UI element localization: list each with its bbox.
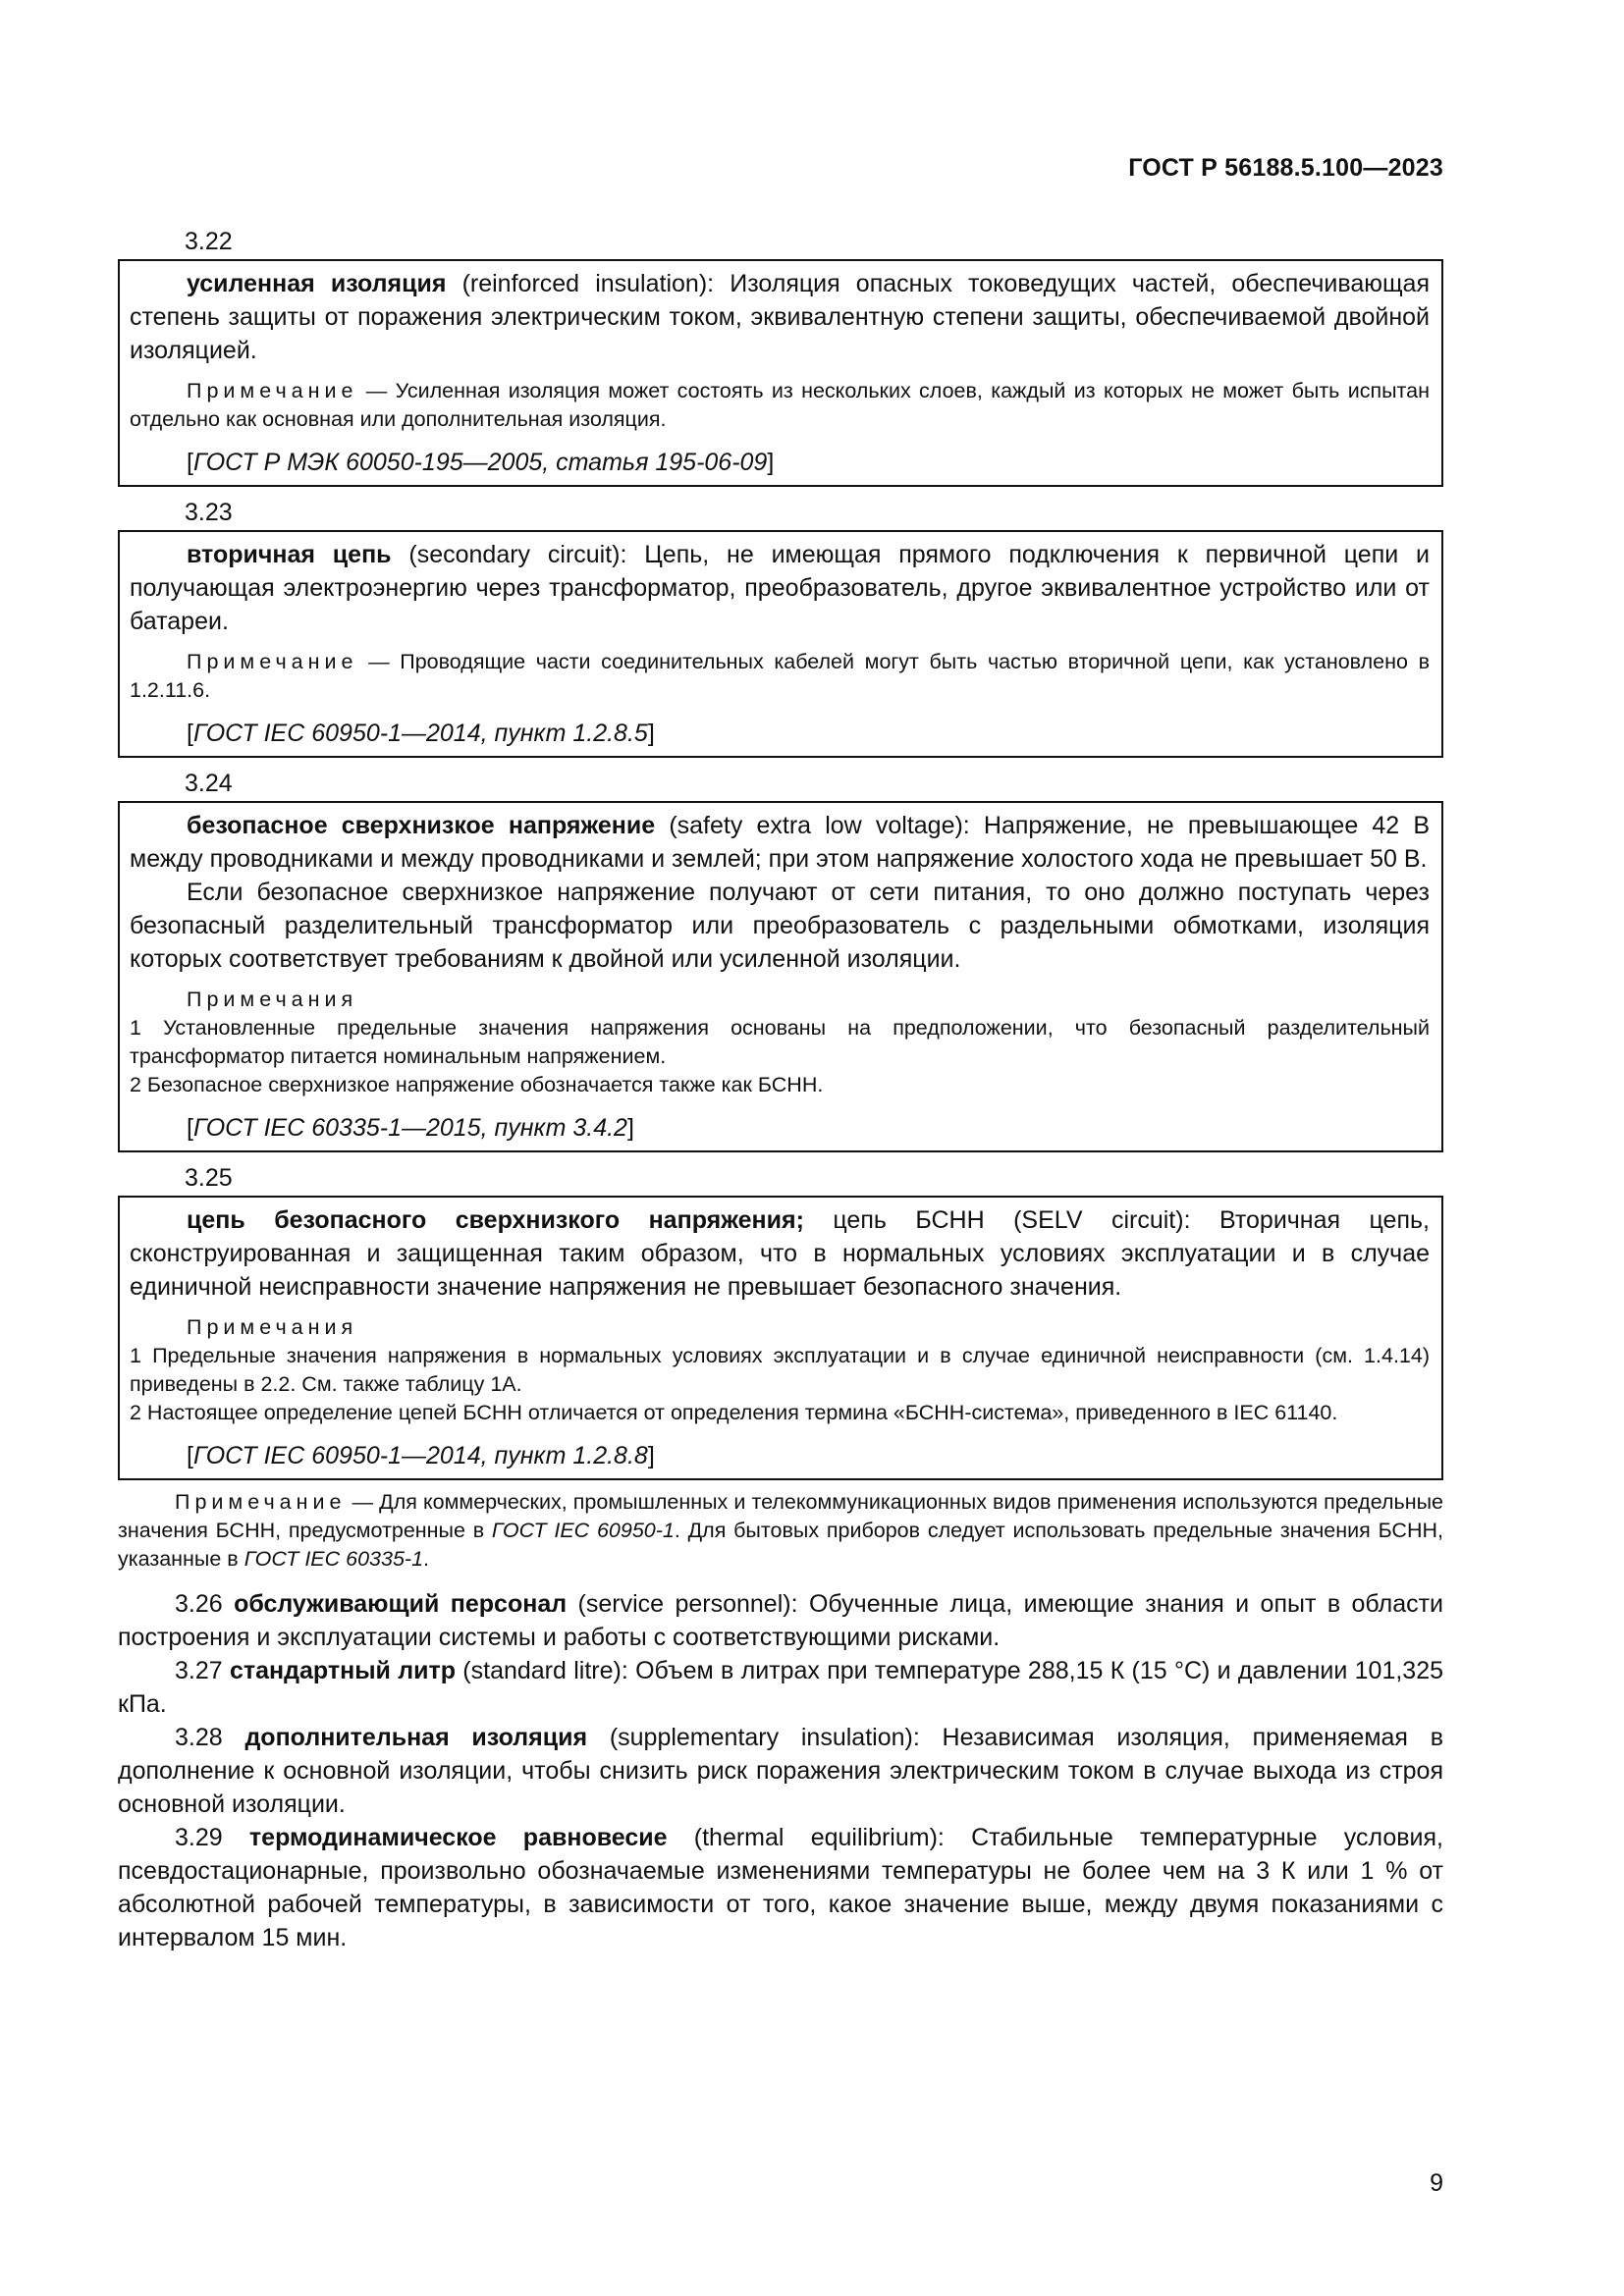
term: обслуживающий персонал bbox=[234, 1590, 568, 1618]
definition-text: Изоляция опасных токоведущих частей, обеспечивающая степень защиты от поражения электрическим током, эквивалентную степени защиты, обеспечиваемой двойной изоляцией. bbox=[130, 270, 1430, 364]
english-term: (secondary circuit): bbox=[408, 541, 627, 568]
note bbox=[130, 648, 1430, 705]
definition-3-26 bbox=[118, 1587, 1443, 1654]
note-text: — Проводящие части соединительных кабелей могут быть частью вторичной цепи, как установлено в 1.2.11.6. bbox=[130, 650, 1430, 702]
definition-text: Цепь, не имеющая прямого подключения к первичной цепи и получающая электроэнергию через трансформатор, преобразователь, другое эквивалентное устройство или от батареи. bbox=[130, 541, 1431, 635]
note-text: . bbox=[423, 1547, 430, 1571]
term: безопасное сверхнизкое напряжение bbox=[187, 812, 656, 839]
note-item: 1 Установленные предельные значения напряжения основаны на предположении, что безопасный разделительный трансформатор питается номинальным напряжением. bbox=[130, 1016, 1430, 1068]
definition bbox=[130, 809, 1430, 876]
term-box-3-23 bbox=[118, 530, 1443, 758]
document-header: ГОСТ Р 56188.5.100—2023 bbox=[1128, 154, 1443, 182]
definition-text: Обученные лица, имеющие знания и опыт в области построения и эксплуатации системы и работы с соответствующими рисками. bbox=[118, 1590, 1444, 1651]
notes bbox=[130, 1313, 1430, 1342]
definition bbox=[130, 1203, 1430, 1304]
source-reference: [ГОСТ IEC 60950-1—2014, пункт 1.2.8.8] bbox=[187, 1442, 655, 1469]
term-box-3-22 bbox=[118, 259, 1443, 487]
definition-text: Объем в литрах при температуре 288,15 К (15 °С) и давлении 101,325 кПа. bbox=[118, 1657, 1444, 1718]
entry-number: 3.22 bbox=[185, 228, 233, 255]
note-text: — Усиленная изоляция может состоять из нескольких слоев, каждый из которых не может быть испытан отдельно как основная или дополнительная изоляция. bbox=[130, 379, 1430, 431]
note bbox=[130, 377, 1430, 434]
entry-number: 3.24 bbox=[185, 770, 233, 797]
entry-number: 3.29 bbox=[175, 1824, 223, 1851]
alt-term: цепь БСНН bbox=[833, 1206, 985, 1234]
entry-number: 3.25 bbox=[185, 1164, 233, 1192]
definition-text: Напряжение, не превышающее 42 В между проводниками и между проводниками и землей; при этом напряжение холостого хода не превышает 50 В. bbox=[130, 812, 1431, 873]
term: вторичная цепь bbox=[187, 541, 392, 568]
entry-number: 3.26 bbox=[175, 1590, 223, 1618]
english-term: (reinforced insulation): bbox=[461, 270, 715, 297]
english-term: (service personnel): bbox=[577, 1590, 798, 1618]
english-term: (standard litre): bbox=[462, 1657, 628, 1684]
source-reference: [ГОСТ IEC 60950-1—2014, пункт 1.2.8.5] bbox=[187, 720, 655, 747]
definition-text: Независимая изоляция, применяемая в дополнение к основной изоляции, чтобы снизить риск поражения электрическим током в случае выхода из строя основной изоляции. bbox=[118, 1724, 1443, 1818]
note-item: 1 Предельные значения напряжения в нормальных условиях эксплуатации и в случае единичной неисправности (см. 1.4.14) приведены в 2.2. См. также таблицу 1А. bbox=[130, 1344, 1430, 1396]
entry-number: 3.27 bbox=[175, 1657, 223, 1684]
definition-3-28 bbox=[118, 1721, 1443, 1821]
note-text: — Для коммерческих, промышленных и телекоммуникационных видов применения используются предельные значения БСНН, предусмотренные в bbox=[118, 1490, 1443, 1542]
note-item: 2 Безопасное сверхнизкое напряжение обозначается также как БСНН. bbox=[130, 1073, 824, 1096]
notes-label: Примечания bbox=[187, 1315, 358, 1339]
term-box-3-24 bbox=[118, 801, 1443, 1152]
source-reference: [ГОСТ Р МЭК 60050-195—2005, статья 195-06-09] bbox=[187, 449, 775, 476]
term: дополнительная изоляция bbox=[244, 1724, 588, 1751]
english-term: (thermal equilibrium): bbox=[693, 1824, 945, 1851]
source-reference: [ГОСТ IEC 60335-1—2015, пункт 3.4.2] bbox=[187, 1114, 634, 1142]
term: усиленная изоляция bbox=[187, 270, 447, 297]
english-term: (SELV circuit): bbox=[1013, 1206, 1191, 1234]
definition-continued: Если безопасное сверхнизкое напряжение получают от сети питания, то оно должно поступать через безопасный разделительный трансформатор или преобразователь с раздельными обмотками, изоляция которых соответствует требованиям к двойной или усиленной изоляции. bbox=[130, 879, 1430, 973]
term-box-3-25 bbox=[118, 1196, 1443, 1480]
source-text: ГОСТ IEC 60950-1—2014, пункт 1.2.8.8 bbox=[192, 1442, 648, 1469]
page-body bbox=[118, 224, 1443, 1954]
source-text: ГОСТ IEC 60335-1—2015, пункт 3.4.2 bbox=[192, 1114, 627, 1142]
source-text: ГОСТ IEC 60950-1—2014, пункт 1.2.8.5 bbox=[192, 720, 648, 747]
definition bbox=[130, 267, 1430, 367]
general-note bbox=[118, 1488, 1443, 1574]
reference: ГОСТ IEC 60950-1 bbox=[491, 1519, 675, 1542]
definition-3-27 bbox=[118, 1654, 1443, 1721]
page-number: 9 bbox=[1430, 2169, 1443, 2197]
reference: ГОСТ IEC 60335-1 bbox=[244, 1547, 424, 1571]
note-label: Примечание bbox=[175, 1490, 347, 1514]
source-text: ГОСТ Р МЭК 60050-195—2005, статья 195-06-09 bbox=[192, 449, 768, 476]
term: стандартный литр bbox=[229, 1657, 456, 1684]
definition-text: Стабильные температурные условия, псевдостационарные, произвольно обозначаемые изменениями температуры не более чем на 3 К или 1 % от абсолютной рабочей температуры, в зависимости от того, какое значение выше, между двумя показаниями с интервалом 15 мин. bbox=[118, 1824, 1444, 1951]
definition-3-29 bbox=[118, 1821, 1443, 1954]
term: термодинамическое равновесие bbox=[248, 1824, 668, 1851]
entry-number: 3.28 bbox=[175, 1724, 223, 1751]
note-label: Примечание bbox=[187, 379, 358, 402]
english-term: (supplementary insulation): bbox=[609, 1724, 920, 1751]
note-text: . Для бытовых приборов следует использовать предельные значения БСНН, указанные в bbox=[118, 1519, 1443, 1571]
entry-number: 3.23 bbox=[185, 499, 233, 526]
note-label: Примечание bbox=[187, 650, 358, 673]
definition-text: Вторичная цепь, сконструированная и защищенная таким образом, что в нормальных условиях эксплуатации и в случае единичной неисправности значение напряжения не превышает безопасного значения. bbox=[130, 1206, 1430, 1301]
note-item: 2 Настоящее определение цепей БСНН отличается от определения термина «БСНН-система», приведенного в IEC 61140. bbox=[130, 1401, 1338, 1424]
english-term: (safety extra low voltage): bbox=[669, 812, 970, 839]
notes bbox=[130, 986, 1430, 1014]
term: цепь безопасного сверхнизкого напряжения; bbox=[187, 1206, 804, 1234]
notes-label: Примечания bbox=[187, 988, 358, 1011]
definition bbox=[130, 538, 1430, 638]
